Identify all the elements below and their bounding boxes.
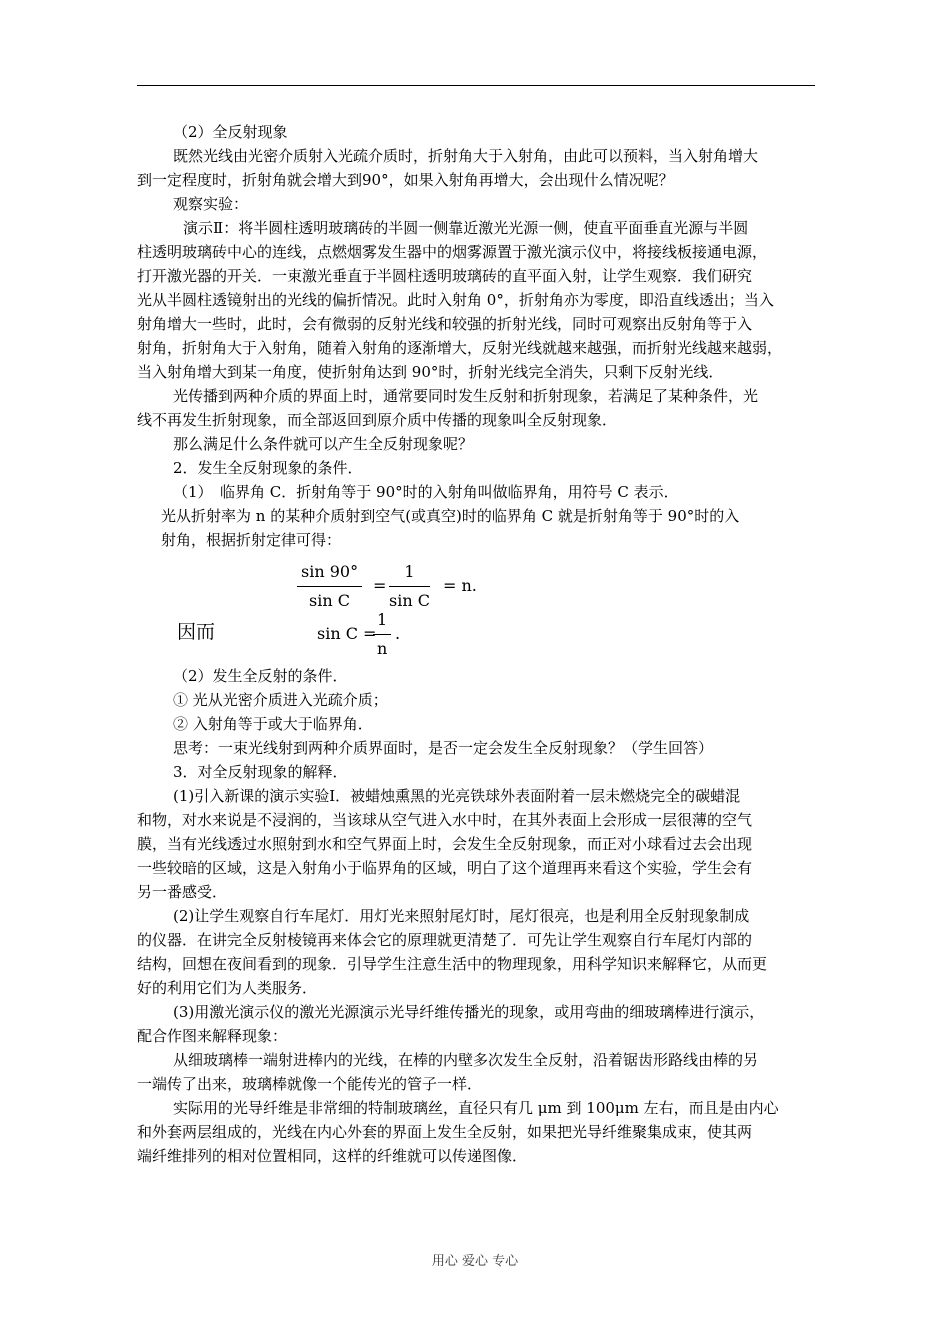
- paragraph-line: 膜，当有光线透过水照射到水和空气界面上时，会发生全反射现象，而正对小球看过去会出现: [137, 835, 753, 853]
- paragraph-line: 线不再发生折射现象，而全部返回到原介质中传播的现象叫全反射现象．: [137, 411, 618, 429]
- paragraph-line: 当入射角增大到某一角度，使折射角达到 90°时，折射光线完全消失，只剩下反射光线．: [137, 363, 724, 381]
- fraction-numerator: 1: [389, 560, 430, 587]
- heading-conditions: 2．发生全反射现象的条件．: [173, 459, 363, 477]
- fraction-sin90-over-sinc: [297, 560, 362, 613]
- fraction-one-over-n: [373, 608, 391, 661]
- think-line: 思考：一束光线射到两种介质界面时，是否一定会发生全反射现象？（学生回答）: [173, 739, 714, 757]
- paragraph-line: 射角，折射角大于入射角，随着入射角的逐渐增大，反射光线就越来越强，而折射光线越来越弱，: [137, 339, 783, 357]
- paragraph-line: (1)引入新课的演示实验Ⅰ．被蜡烛熏黑的光亮铁球外表面附着一层未燃烧完全的碳蜡混: [173, 787, 741, 805]
- observe-label: 观察实验：: [173, 195, 249, 213]
- condition-item: ① 光从光密介质进入光疏介质；: [173, 691, 388, 709]
- paragraph-line: 和外套两层组成的，光线在内心外套的界面上发生全反射，如果把光导纤维聚集成束，使其两: [137, 1123, 753, 1141]
- paragraph-line: 光从半圆柱透镜射出的光线的偏折情况。此时入射角 0°，折射角亦为零度，即沿直线透出；当入: [137, 291, 774, 309]
- conditions-title: （2）发生全反射的条件．: [173, 667, 348, 685]
- paragraph-line: 端纤维排列的相对位置相同，这样的纤维就可以传递图像．: [137, 1147, 528, 1165]
- paragraph-line: 配合作图来解释现象：: [137, 1027, 288, 1045]
- fraction-denominator: sin C: [389, 591, 430, 610]
- paragraph-line: 另一番感受．: [137, 883, 228, 901]
- paragraph-line: 光从折射率为 n 的某种介质射到空气(或真空)时的临界角 C 就是折射角等于 90°时的入: [161, 507, 740, 525]
- fraction-denominator: n: [376, 639, 388, 658]
- question-line: 那么满足什么条件就可以产生全反射现象呢？: [173, 435, 474, 453]
- document-body: [137, 120, 817, 1168]
- paragraph-line: 射角增大一些时，此时，会有微弱的反射光线和较强的折射光线，同时可观察出反射角等于入: [137, 315, 753, 333]
- paragraph-line: 实际用的光导纤维是非常细的特制玻璃丝，直径只有几 μm 到 100μm 左右，而且是由内心: [173, 1099, 779, 1117]
- section-title: （2）全反射现象: [173, 123, 288, 141]
- paragraph-line: 好的利用它们为人类服务．: [137, 979, 318, 997]
- paragraph-line: (2)让学生观察自行车尾灯．用灯光来照射尾灯时，尾灯很亮，也是利用全反射现象制成: [173, 907, 750, 925]
- paragraph-line: 到一定程度时，折射角就会增大到90°，如果入射角再增大，会出现什么情况呢？: [137, 171, 674, 189]
- critical-angle-formula: [137, 552, 817, 664]
- paragraph-line: 打开激光器的开关．一束激光垂直于半圆柱透明玻璃砖的直平面入射，让学生观察．我们研究: [137, 267, 753, 285]
- paragraph-line: 从细玻璃棒一端射进棒内的光线，在棒的内壁多次发生全反射，沿着锯齿形路线由棒的另: [173, 1051, 759, 1069]
- formula-period: .: [395, 624, 401, 643]
- paragraph-line: 一些较暗的区域，这是入射角小于临界角的区域，明白了这个道理再来看这个实验，学生会有: [137, 859, 753, 877]
- fraction-numerator: sin 90°: [297, 560, 362, 587]
- paragraph-line: 结构，回想在夜间看到的现象．引导学生注意生活中的物理现象，用科学知识来解释它，从而更: [137, 955, 768, 973]
- page-footer: 用心 爱心 专心: [431, 1254, 519, 1269]
- paragraph-line: 一端传了出来，玻璃棒就像一个能传光的管子一样．: [137, 1075, 483, 1093]
- critical-angle-line: （1） 临界角 C．折射角等于 90°时的入射角叫做临界角，用符号 C 表示．: [173, 483, 679, 501]
- paragraph-line: 演示Ⅱ：将半圆柱透明玻璃砖的半圆一侧靠近激光光源一侧，使直平面垂直光源与半圆: [183, 219, 749, 237]
- paragraph-line: 的仪器．在讲完全反射棱镜再来体会它的原理就更清楚了．可先让学生观察自行车尾灯内部的: [137, 931, 753, 949]
- equals-n: = n.: [443, 576, 477, 595]
- condition-item: ② 入射角等于或大于临界角．: [173, 715, 373, 733]
- paragraph-line: 光传播到两种介质的界面上时，通常要同时发生反射和折射现象，若满足了某种条件，光: [173, 387, 759, 405]
- paragraph-line: 和物，对水来说是不浸润的，当该球从空气进入水中时，在其外表面上会形成一层很薄的空气: [137, 811, 753, 829]
- heading-explanation: 3．对全反射现象的解释．: [173, 763, 348, 781]
- paragraph-line: 既然光线由光密介质射入光疏介质时，折射角大于入射角，由此可以预料，当入射角增大: [173, 147, 759, 165]
- fraction-denominator: sin C: [309, 591, 351, 610]
- paragraph-line: (3)用激光演示仪的激光光源演示光导纤维传播光的现象，或用弯曲的细玻璃棒进行演示，: [173, 1003, 765, 1021]
- sinc-lhs: sin C =: [317, 624, 377, 643]
- paragraph-line: 射角，根据折射定律可得：: [161, 531, 342, 549]
- equals-sign: =: [373, 576, 387, 595]
- header-rule: [137, 85, 815, 86]
- fraction-numerator: 1: [373, 608, 391, 635]
- paragraph-line: 柱透明玻璃砖中心的连线，点燃烟雾发生器中的烟雾源置于激光演示仪中，将接线板接通电源，: [137, 243, 768, 261]
- fraction-one-over-sinc: [389, 560, 430, 613]
- therefore-label: 因而: [177, 621, 216, 643]
